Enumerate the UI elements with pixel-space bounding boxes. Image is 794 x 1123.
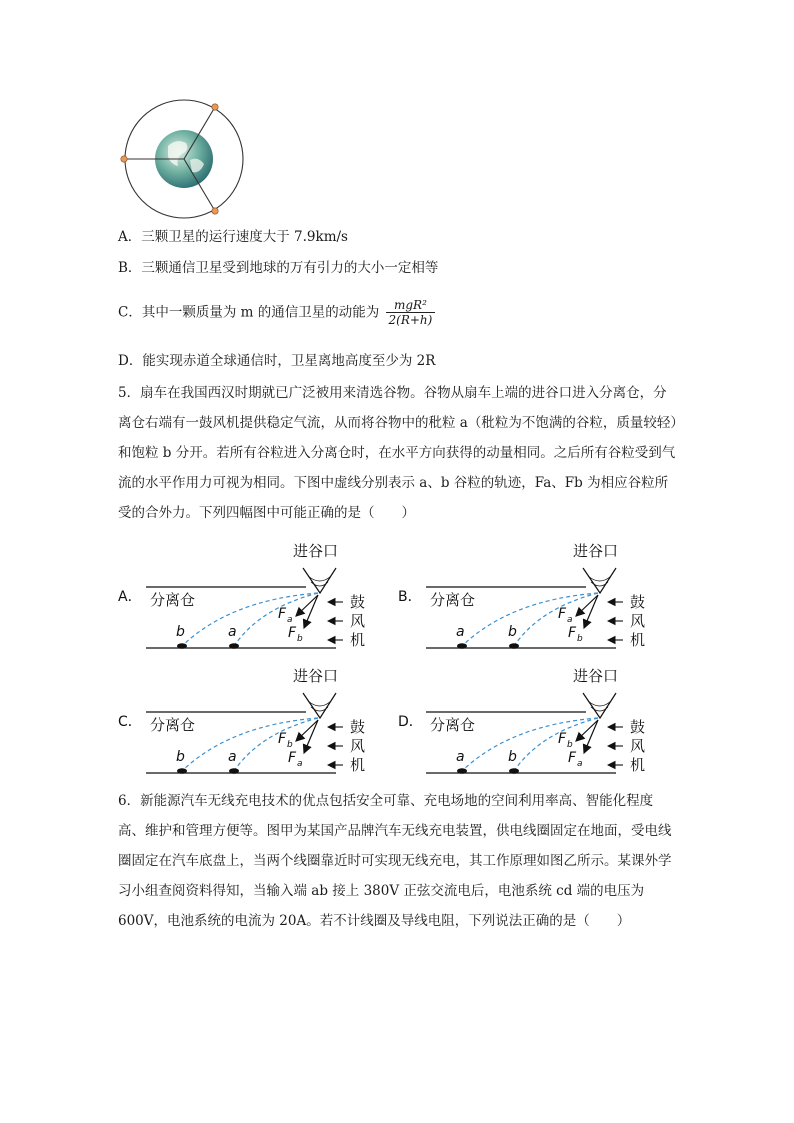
inlet-label: 进谷口 — [293, 542, 339, 560]
force-label: F — [558, 731, 567, 747]
fan-label: 机 — [350, 631, 366, 649]
force-label: F — [288, 750, 297, 766]
grain-left — [177, 643, 187, 649]
inlet-label: 进谷口 — [573, 542, 619, 560]
option-b: B．三颗通信卫星受到地球的万有引力的大小一定相等 — [118, 260, 439, 276]
grain-left — [457, 643, 467, 649]
hopper-shape — [583, 568, 616, 593]
diagram-label: A． — [118, 589, 142, 605]
force-arrow-top — [576, 720, 598, 741]
satellite-orbit-figure — [118, 98, 250, 222]
chamber-label: 分离仓 — [430, 591, 476, 609]
grain-right — [229, 643, 239, 649]
diagram-label: C． — [118, 714, 142, 730]
force-subscript: a — [297, 759, 303, 769]
fan-label: 风 — [350, 612, 366, 630]
satellite-dot — [121, 156, 127, 162]
hopper-shape — [583, 693, 616, 718]
hopper-shape — [303, 568, 336, 593]
fraction-denominator: 2(R+h) — [388, 313, 433, 327]
chamber-label: 分离仓 — [150, 716, 196, 734]
force-arrow-bottom — [304, 720, 318, 753]
fan-label: 风 — [630, 612, 646, 630]
force-arrow-bottom — [584, 720, 598, 753]
question-6-text: 6．新能源汽车无线充电技术的优点包括安全可靠、充电场地的空间利用率高、智能化程度高、维护和管理方便等。图甲为某国产品牌汽车无线充电装置，供电线圈固定在地面，受电线圈固定在汽车底盘上，当两个线圈靠近时可实现无线充电，其工作原理如图乙所示。某课外学习小组查阅资料得知，当输入端 ab 接上 380V 正弦交流电后，电池系统 cd 端的电压为 600V，电池系统的电流为 20A。若不计线圈及导线电阻，下列说法正确的是（ ） — [118, 793, 672, 929]
hopper-shape — [303, 693, 336, 718]
force-subscript: a — [567, 615, 573, 625]
option-d: D．能实现赤道全球通信时，卫星离地高度至少为 2R — [118, 353, 436, 369]
force-arrow-top — [296, 595, 318, 616]
satellite-dot — [212, 104, 218, 110]
chamber-label: 分离仓 — [430, 716, 476, 734]
grain-label-left: b — [176, 749, 185, 765]
option-c-text: C．其中一颗质量为 m 的通信卫星的动能为 — [118, 304, 380, 321]
grain-left — [177, 768, 187, 774]
trajectory-right — [234, 593, 318, 646]
satellite-dot — [212, 208, 218, 214]
grain-label-left: a — [456, 749, 465, 765]
force-subscript: b — [297, 634, 303, 644]
winnower-diagrams — [110, 538, 670, 788]
force-label: F — [278, 731, 287, 747]
fan-label: 鼓 — [350, 718, 366, 736]
force-arrow-top — [576, 595, 598, 616]
force-arrow-bottom — [584, 595, 598, 628]
force-subscript: a — [287, 615, 293, 625]
trajectory-right — [514, 718, 598, 771]
force-label: F — [558, 606, 567, 622]
grain-right — [509, 768, 519, 774]
trajectory-right — [234, 718, 318, 771]
trajectory-right — [514, 593, 598, 646]
fan-label: 机 — [630, 631, 646, 649]
chamber-label: 分离仓 — [150, 591, 196, 609]
fan-label: 风 — [350, 737, 366, 755]
grain-label-right: b — [508, 624, 517, 640]
fan-label: 机 — [350, 756, 366, 774]
inlet-label: 进谷口 — [293, 667, 339, 685]
force-subscript: b — [567, 740, 573, 750]
force-subscript: b — [577, 634, 583, 644]
grain-label-left: a — [456, 624, 465, 640]
fan-label: 鼓 — [630, 593, 646, 611]
grain-label-right: a — [228, 624, 237, 640]
force-label: F — [568, 625, 577, 641]
force-subscript: b — [287, 740, 293, 750]
force-label: F — [568, 750, 577, 766]
fraction-numerator: mgR² — [386, 298, 436, 313]
force-label: F — [288, 625, 297, 641]
option-a: A．三颗卫星的运行速度大于 7.9km/s — [118, 229, 348, 245]
kinetic-energy-fraction — [386, 298, 436, 328]
fan-label: 机 — [630, 756, 646, 774]
grain-left — [457, 768, 467, 774]
grain-right — [509, 643, 519, 649]
fan-label: 鼓 — [630, 718, 646, 736]
grain-label-left: b — [176, 624, 185, 640]
grain-label-right: a — [228, 749, 237, 765]
inlet-label: 进谷口 — [573, 667, 619, 685]
grain-right — [229, 768, 239, 774]
diagram-label: D． — [398, 714, 423, 730]
fan-label: 鼓 — [350, 593, 366, 611]
option-c — [118, 298, 435, 328]
question-5-text: 5．扇车在我国西汉时期就已广泛被用来清选谷物。谷物从扇车上端的进谷口进入分离仓，分离仓右端有一鼓风机提供稳定气流，从而将谷物中的秕粒 a（秕粒为不饱满的谷粒，质量较轻）和饱粒 b 分开。若所有谷粒进入分离仓时，在水平方向获得的动量相同。之后所有谷粒受到气流的水平作用力可视为相同。下图中虚线分别表示 a、b 谷粒的轨迹，Fa、Fb 为相应谷粒所受的合外力。下列四幅图中可能正确的是（ ） — [118, 385, 678, 521]
diagram-label: B． — [398, 589, 422, 605]
force-arrow-bottom — [304, 595, 318, 628]
fan-label: 风 — [630, 737, 646, 755]
force-subscript: a — [577, 759, 583, 769]
force-arrow-top — [296, 720, 318, 741]
force-label: F — [278, 606, 287, 622]
grain-label-right: b — [508, 749, 517, 765]
